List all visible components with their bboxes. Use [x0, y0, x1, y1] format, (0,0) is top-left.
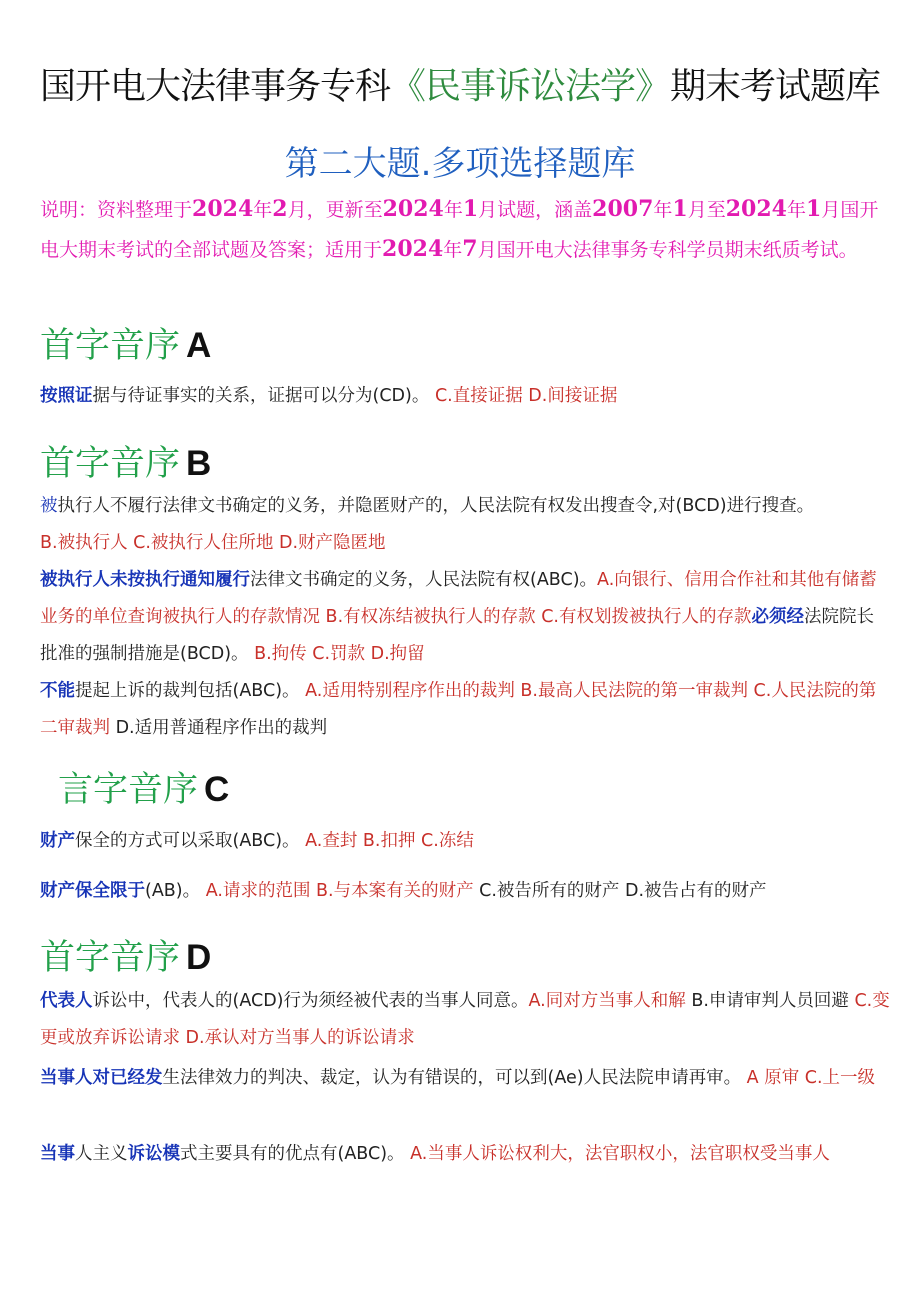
question-keyword: 按照证 — [40, 386, 93, 406]
question-keyword: 代表人 — [40, 991, 93, 1011]
note-month: 1 — [806, 196, 822, 222]
question-text: 式主要具有的优点有(ABC)。 — [180, 1144, 405, 1164]
section-label: 首字音序 — [40, 938, 181, 978]
title-suffix: 期末考试题库 — [670, 66, 881, 107]
section-subtitle: 第二大题.多项选择题库 — [284, 144, 636, 184]
question-option: C.被告所有的财产 D.被告占有的财产 — [473, 881, 767, 901]
note-year: 2024 — [382, 236, 444, 262]
description-note — [40, 190, 890, 270]
title-prefix: 国开电大法律事务专科 — [40, 66, 391, 107]
note-year: 2024 — [192, 196, 254, 222]
question-text: 提起上诉的裁判包括(ABC)。 — [75, 681, 300, 701]
note-text: 月，更新至 — [287, 199, 383, 221]
question-item — [40, 873, 890, 910]
section-letter: C — [204, 770, 230, 809]
question-item — [40, 673, 890, 747]
question-answer: B.拘传 C.罚款 D.拘留 — [254, 644, 425, 664]
question-keyword: 被 — [40, 496, 58, 516]
note-month: 7 — [462, 236, 478, 262]
question-text: (AB)。 — [145, 881, 201, 901]
note-text: 年 — [443, 199, 463, 221]
document-title — [40, 58, 880, 109]
question-keyword: 财产保全限于 — [40, 881, 145, 901]
section-heading-a — [40, 318, 211, 368]
question-text: 法院院长批准的强制措施是(BCD)。 — [40, 607, 874, 664]
note-text: 月国开电大法律事务专科学员期末纸质考试。 — [477, 239, 858, 261]
question-keyword: 当事人对已经发 — [40, 1068, 163, 1088]
note-year: 2024 — [382, 196, 444, 222]
question-answer: A.请求的范围 B.与本案有关的财产 — [205, 881, 474, 901]
question-text: 保全的方式可以采取(ABC)。 — [75, 831, 300, 851]
question-answer: A.当事人诉讼权利大，法官职权小，法官职权受当事人 — [410, 1144, 830, 1164]
note-text: 年 — [443, 239, 463, 261]
question-item — [40, 1060, 890, 1097]
question-text: 诉讼中，代表人的(ACD)行为须经被代表的当事人同意。 — [92, 991, 529, 1011]
question-text: 法律文书确定的义务，人民法院有权(ABC)。 — [250, 570, 598, 590]
question-keyword: 当事 — [40, 1144, 75, 1164]
question-answer: A.同对方当事人和解 — [528, 991, 686, 1011]
question-text: 人主义 — [75, 1144, 128, 1164]
section-heading-d — [40, 930, 211, 980]
question-answer: C.变更或放弃诉讼请求 D.承认对方当事人的诉讼请求 — [40, 991, 890, 1048]
question-text: 据与待证事实的关系，证据可以分为(CD)。 — [92, 386, 430, 406]
question-option: D.适用普通程序作出的裁判 — [110, 718, 328, 738]
question-item — [40, 823, 890, 860]
question-item — [40, 562, 890, 673]
section-heading-c — [58, 762, 229, 812]
note-month: 1 — [462, 196, 479, 222]
section-letter: A — [186, 326, 212, 365]
note-year: 2007 — [592, 196, 654, 222]
title-course-name: 《民事诉讼法学》 — [390, 66, 671, 107]
question-answer: C.直接证据 D.间接证据 — [434, 386, 618, 406]
question-item — [40, 378, 890, 415]
question-keyword: 财产 — [40, 831, 75, 851]
note-text: 说明：资料整理于 — [40, 199, 193, 221]
question-answer: A 原审 C.上一级 — [746, 1068, 876, 1088]
question-keyword: 被执行人未按执行通知履行 — [40, 570, 250, 590]
note-text: 年 — [653, 199, 673, 221]
question-answer: A.查封 B.扣押 C.冻结 — [305, 831, 474, 851]
note-text: 月至 — [687, 199, 726, 221]
question-item — [40, 1136, 900, 1173]
section-letter: B — [186, 444, 212, 483]
question-text: 生法律效力的判决、裁定，认为有错误的，可以到(Ae)人民法院申请再审。 — [162, 1068, 742, 1088]
note-text: 月国开电大期末考试的全部试题及答案；适用于 — [40, 199, 879, 261]
question-keyword: 不能 — [40, 681, 75, 701]
question-keyword: 必须经 — [751, 607, 804, 627]
note-text: 月试题，涵盖 — [478, 199, 593, 221]
question-item — [40, 488, 890, 562]
question-text: 执行人不履行法律文书确定的义务，并隐匿财产的，人民法院有权发出搜查令,对(BCD)进行搜查。 — [57, 496, 815, 516]
note-month: 1 — [672, 196, 688, 222]
question-answer: A.向银行、信用合作社和其他有储蓄业务的单位查询被执行人的存款情况 B.有权冻结被执行人的存款 C.有权划拨被执行人的存款 — [40, 570, 877, 627]
question-answer: A.适用特别程序作出的裁判 B.最高人民法院的第一审裁判 C.人民法院的第二审裁判 — [40, 681, 877, 738]
question-keyword: 诉讼模 — [127, 1144, 180, 1164]
note-text: 年 — [786, 199, 806, 221]
question-option: B.申请审判人员回避 — [685, 991, 855, 1011]
question-answer: B.被执行人 C.被执行人住所地 D.财产隐匿地 — [40, 533, 386, 553]
note-month: 2 — [272, 196, 288, 222]
section-label: 首字音序 — [40, 326, 181, 366]
section-label: 言字音序 — [58, 770, 199, 810]
note-year: 2024 — [725, 196, 787, 222]
section-label: 首字音序 — [40, 444, 181, 484]
section-letter: D — [186, 938, 212, 977]
section-heading-b — [40, 436, 211, 486]
note-text: 年 — [253, 199, 273, 221]
question-item — [40, 983, 890, 1057]
